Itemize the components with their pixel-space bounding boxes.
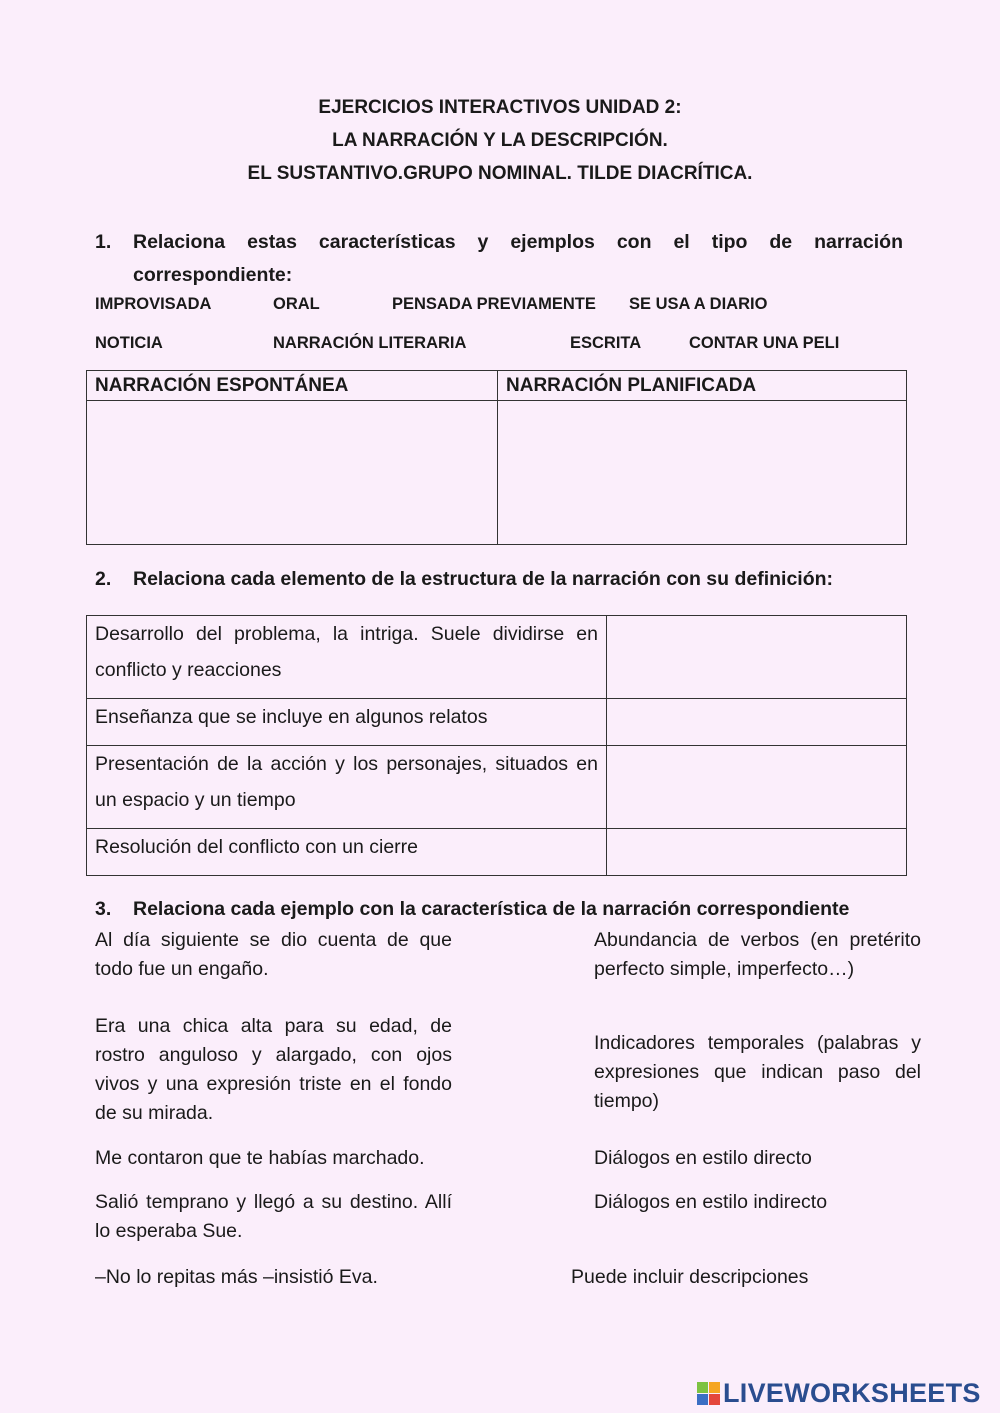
classification-table [86,370,907,545]
word-chip[interactable]: NOTICIA [95,334,163,352]
feature-item[interactable]: Abundancia de verbos (en pretérito perfecto simple, imperfecto…) [594,929,921,980]
answer-cell[interactable] [607,746,907,829]
word-chip[interactable]: IMPROVISADA [95,295,212,313]
word-chip[interactable]: ORAL [273,295,320,313]
page-title-line-3: EL SUSTANTIVO.GRUPO NOMINAL. TILDE DIACRÍTICA. [247,163,753,184]
drop-zone-planificada[interactable] [498,401,907,545]
word-chip[interactable]: SE USA A DIARIO [629,295,768,313]
definition-cell: Enseñanza que se incluye en algunos relatos [87,699,607,746]
question-2-text: Relaciona cada elemento de la estructura de la narración con su definición: [133,568,834,590]
question-3-number: 3. [95,898,112,920]
liveworksheets-logo [697,1378,981,1409]
question-2-number: 2. [95,568,112,590]
definition-cell: Resolución del conflicto con un cierre [87,829,607,876]
feature-item[interactable]: Diálogos en estilo indirecto [594,1191,828,1213]
feature-item[interactable]: Indicadores temporales (palabras y expresiones que indican paso del tiempo) [594,1032,921,1112]
feature-item[interactable]: Puede incluir descripciones [571,1266,809,1288]
liveworksheets-logo-icon [697,1382,721,1406]
question-1-number: 1. [95,231,112,253]
word-chip[interactable]: NARRACIÓN LITERARIA [273,334,467,352]
page-title-line-1: EJERCICIOS INTERACTIVOS UNIDAD 2: [318,97,682,118]
column-header-espontanea: NARRACIÓN ESPONTÁNEA [87,371,498,401]
word-chip[interactable]: CONTAR UNA PELI [689,334,840,352]
answer-cell[interactable] [607,616,907,699]
answer-cell[interactable] [607,829,907,876]
answer-cell[interactable] [607,699,907,746]
question-3-text: Relaciona cada ejemplo con la característica de la narración correspondiente [133,898,850,920]
example-item[interactable]: Me contaron que te habías marchado. [95,1147,425,1169]
question-3-heading [95,893,903,926]
liveworksheets-brand: LIVEWORKSHEETS [723,1378,981,1408]
structure-table [86,615,907,876]
definition-cell: Desarrollo del problema, la intriga. Suele dividirse en conflicto y reacciones [87,616,607,699]
question-2-heading [95,563,903,596]
example-item[interactable]: –No lo repitas más –insistió Eva. [95,1266,378,1288]
page-title-line-2: LA NARRACIÓN Y LA DESCRIPCIÓN. [332,130,668,151]
word-chip[interactable]: ESCRITA [570,334,642,352]
question-1-heading [95,226,903,292]
drop-zone-espontanea[interactable] [87,401,498,545]
example-item[interactable]: Al día siguiente se dio cuenta de que todo fue un engaño. [95,929,452,980]
feature-item[interactable]: Diálogos en estilo directo [594,1147,812,1169]
definition-cell: Presentación de la acción y los personajes, situados en un espacio y un tiempo [87,746,607,829]
word-chip[interactable]: PENSADA PREVIAMENTE [392,295,596,313]
example-item[interactable]: Era una chica alta para su edad, de rostro anguloso y alargado, con ojos vivos y una expresión triste en el fondo de su mirada. [95,1015,452,1124]
question-1-text: Relaciona estas características y ejemplos con el tipo de narración correspondiente: [133,231,903,286]
example-item[interactable]: Salió temprano y llegó a su destino. Allí lo esperaba Sue. [95,1191,452,1242]
column-header-planificada: NARRACIÓN PLANIFICADA [498,371,907,401]
